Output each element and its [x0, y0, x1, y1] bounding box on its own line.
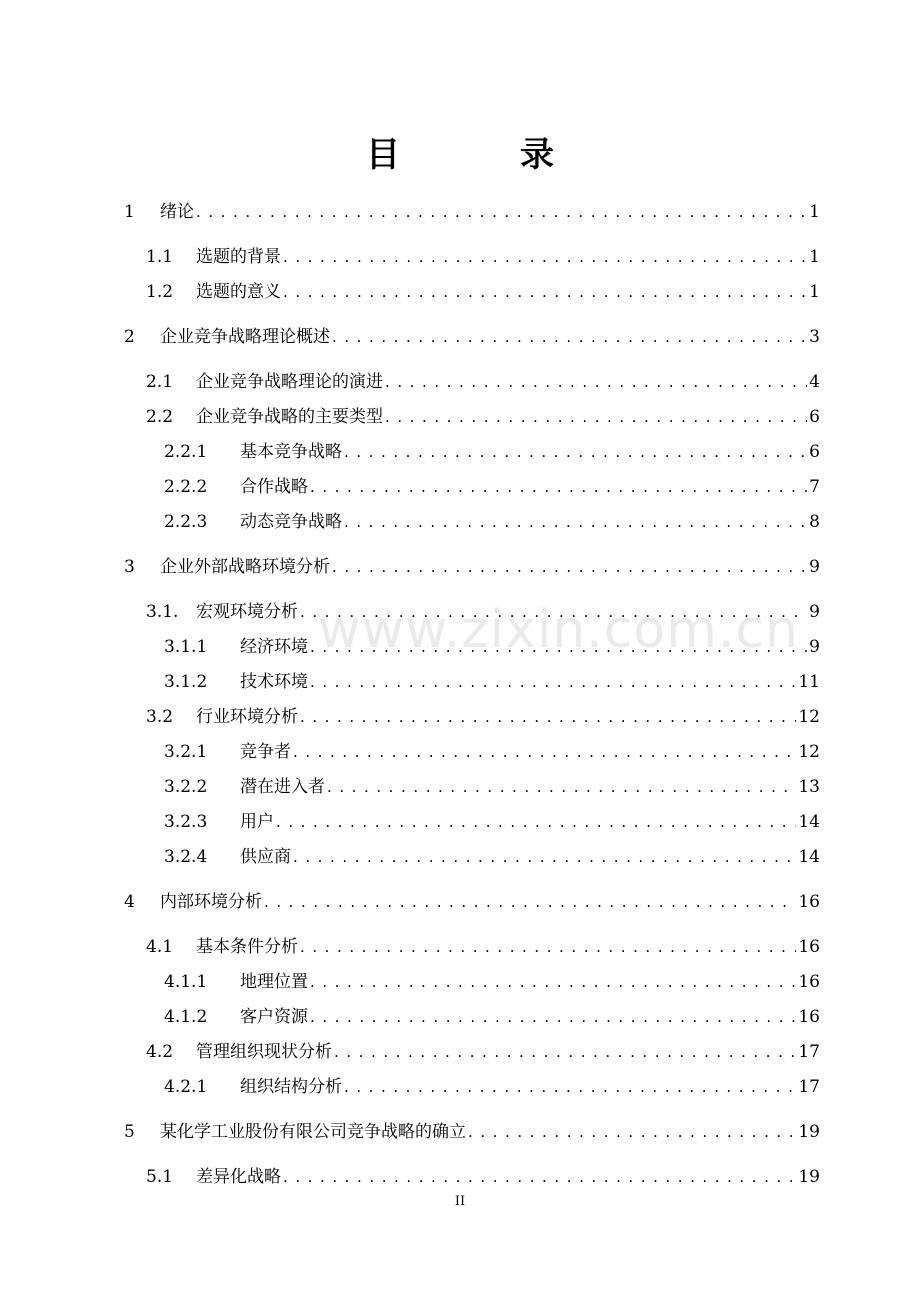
toc-dot-leader — [332, 555, 807, 579]
toc-entry-title: 企业竞争战略的主要类型 — [196, 407, 383, 427]
toc-entry-page: 16 — [798, 892, 820, 912]
toc-entry-number: 3.2.2 — [164, 777, 208, 797]
toc-entry-number: 4.1 — [146, 937, 174, 957]
toc-entry-number: 3.1.1 — [164, 637, 208, 657]
toc-entry[interactable] — [164, 475, 820, 499]
toc-dot-leader — [310, 475, 807, 499]
toc-entry-page: 16 — [798, 972, 820, 992]
toc-entry-page: 9 — [809, 637, 820, 657]
toc-entry-number: 2 — [124, 327, 135, 347]
toc-entry[interactable] — [164, 775, 820, 799]
toc-entry[interactable] — [146, 935, 820, 959]
toc-entry[interactable] — [146, 1165, 820, 1189]
toc-entry[interactable] — [124, 890, 820, 914]
toc-entry-number: 2.2.2 — [164, 477, 208, 497]
toc-dot-leader — [310, 1005, 796, 1029]
toc-entry-title: 行业环境分析 — [196, 707, 298, 727]
toc-dot-leader — [196, 200, 807, 224]
toc-entry-title: 企业竞争战略理论的演进 — [196, 372, 383, 392]
toc-dot-leader — [300, 705, 796, 729]
toc-entry-number: 2.1 — [146, 372, 174, 392]
toc-dot-leader — [344, 1075, 796, 1099]
toc-entry-title: 某化学工业股份有限公司竞争战略的确立 — [160, 1122, 466, 1142]
toc-dot-leader — [310, 670, 796, 694]
toc-entry-title: 客户资源 — [240, 1007, 308, 1027]
toc-entry-title: 合作战略 — [240, 477, 308, 497]
toc-entry-page: 7 — [809, 477, 820, 497]
toc-entry[interactable] — [124, 555, 820, 579]
toc-entry-title: 地理位置 — [240, 972, 308, 992]
toc-dot-leader — [276, 810, 796, 834]
toc-dot-leader — [283, 1165, 796, 1189]
toc-entry[interactable] — [146, 405, 820, 429]
toc-dot-leader — [283, 280, 807, 304]
toc-dot-leader — [293, 740, 796, 764]
toc-entry[interactable] — [164, 1075, 820, 1099]
toc-entry-title: 内部环境分析 — [160, 892, 262, 912]
toc-entry-number: 1.1 — [146, 247, 174, 267]
toc-dot-leader — [385, 405, 807, 429]
toc-entry-title: 企业竞争战略理论概述 — [160, 327, 330, 347]
page-number: II — [454, 1194, 466, 1209]
toc-dot-leader — [334, 1040, 796, 1064]
toc-entry-number: 3 — [124, 557, 135, 577]
toc-entry-title: 潜在进入者 — [240, 777, 325, 797]
toc-entry-page: 19 — [798, 1167, 820, 1187]
title-char-2: 录 — [520, 135, 554, 175]
toc-entry-page: 14 — [798, 812, 820, 832]
toc-entry[interactable] — [124, 1120, 820, 1144]
toc-dot-leader — [293, 845, 796, 869]
toc-entry-page: 4 — [809, 372, 820, 392]
toc-entry-number: 2.2.3 — [164, 512, 208, 532]
toc-entry-number: 3.2.3 — [164, 812, 208, 832]
toc-entry-number: 4.1.1 — [164, 972, 208, 992]
toc-entry-title: 选题的意义 — [196, 282, 281, 302]
toc-entry-number: 4 — [124, 892, 135, 912]
toc-entry-number: 3.2 — [146, 707, 174, 727]
title-char-1: 目 — [366, 135, 400, 175]
toc-entry-title: 宏观环境分析 — [196, 602, 298, 622]
toc-dot-leader — [310, 970, 796, 994]
toc-entry[interactable] — [164, 740, 820, 764]
toc-dot-leader — [283, 245, 807, 269]
toc-entry-page: 17 — [798, 1077, 820, 1097]
toc-dot-leader — [385, 370, 807, 394]
toc-entry-number: 2.2 — [146, 407, 174, 427]
toc-entry-title: 选题的背景 — [196, 247, 281, 267]
toc-entry-number: 4.2 — [146, 1042, 174, 1062]
toc-entry-number: 3.2.4 — [164, 847, 208, 867]
toc-dot-leader — [327, 775, 796, 799]
toc-entry-title: 基本条件分析 — [196, 937, 298, 957]
toc-entry[interactable] — [146, 370, 820, 394]
toc-entry-title: 绪论 — [160, 202, 194, 222]
toc-entry-number: 5.1 — [146, 1167, 174, 1187]
toc-entry-number: 5 — [124, 1122, 135, 1142]
toc-entry-page: 1 — [809, 247, 820, 267]
toc-entry[interactable] — [164, 670, 820, 694]
toc-dot-leader — [332, 325, 807, 349]
toc-entry-page: 12 — [798, 742, 820, 762]
toc-entry-number: 3.2.1 — [164, 742, 208, 762]
toc-entry-page: 9 — [809, 602, 820, 622]
toc-entry-title: 企业外部战略环境分析 — [160, 557, 330, 577]
toc-entry-title: 技术环境 — [240, 672, 308, 692]
toc-entry-title: 基本竞争战略 — [240, 442, 342, 462]
toc-entry[interactable] — [164, 440, 820, 464]
toc-entry-number: 3.1. — [146, 602, 179, 622]
toc-entry[interactable] — [146, 245, 820, 269]
toc-entry-page: 12 — [798, 707, 820, 727]
toc-entry[interactable] — [164, 810, 820, 834]
toc-dot-leader — [468, 1120, 796, 1144]
toc-entry-title: 经济环境 — [240, 637, 308, 657]
toc-entry-number: 3.1.2 — [164, 672, 208, 692]
toc-entry[interactable] — [146, 705, 820, 729]
toc-entry-title: 动态竞争战略 — [240, 512, 342, 532]
toc-entry-number: 1.2 — [146, 282, 174, 302]
toc-entry-page: 16 — [798, 1007, 820, 1027]
toc-entry-title: 竞争者 — [240, 742, 291, 762]
toc-entry-page: 11 — [798, 672, 820, 692]
toc-entry-page: 14 — [798, 847, 820, 867]
toc-entry-page: 1 — [809, 202, 820, 222]
toc-entry-title: 差异化战略 — [196, 1167, 281, 1187]
toc-entry-page: 19 — [798, 1122, 820, 1142]
toc-entry[interactable] — [124, 200, 820, 224]
toc-entry[interactable] — [146, 280, 820, 304]
toc-entry-page: 6 — [809, 407, 820, 427]
toc-entry-title: 供应商 — [240, 847, 291, 867]
toc-entry[interactable] — [164, 1005, 820, 1029]
toc-entry-page: 1 — [809, 282, 820, 302]
toc-dot-leader — [344, 440, 807, 464]
toc-entry-title: 组织结构分析 — [240, 1077, 342, 1097]
toc-entry-title: 管理组织现状分析 — [196, 1042, 332, 1062]
toc-entry-number: 4.1.2 — [164, 1007, 208, 1027]
toc-entry[interactable] — [164, 970, 820, 994]
toc-entry-page: 8 — [809, 512, 820, 532]
toc-entry[interactable] — [164, 845, 820, 869]
toc-entry-page: 13 — [798, 777, 820, 797]
toc-entry-number: 1 — [124, 202, 135, 222]
toc-entry-page: 16 — [798, 937, 820, 957]
toc-entry-page: 6 — [809, 442, 820, 462]
watermark: www.zixin.com.cn — [318, 600, 799, 660]
toc-dot-leader — [344, 510, 807, 534]
toc-entry-number: 2.2.1 — [164, 442, 208, 462]
toc-entry[interactable] — [164, 510, 820, 534]
toc-entry[interactable] — [146, 1040, 820, 1064]
toc-entry-title: 用户 — [240, 812, 274, 832]
toc-entry-number: 4.2.1 — [164, 1077, 208, 1097]
toc-dot-leader — [300, 935, 796, 959]
toc-entry-page: 17 — [798, 1042, 820, 1062]
toc-entry[interactable] — [124, 325, 820, 349]
toc-dot-leader — [264, 890, 796, 914]
toc-entry-page: 3 — [809, 327, 820, 347]
toc-entry-page: 9 — [809, 557, 820, 577]
